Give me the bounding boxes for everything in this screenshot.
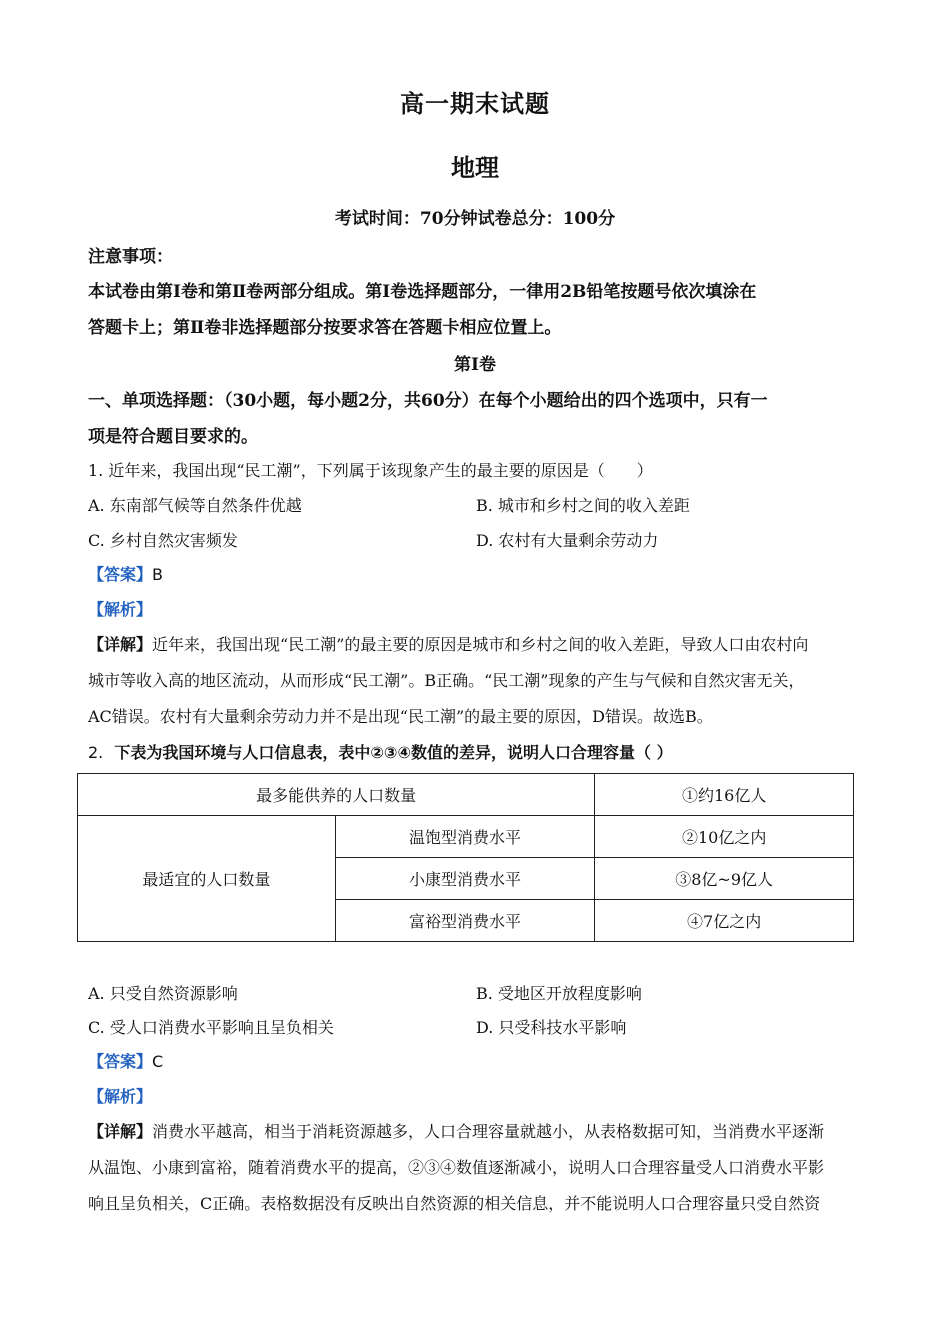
notice-heading: 注意事项： (88, 247, 173, 267)
exam-info: 考试时间：70分钟试卷总分：100分 (334, 209, 616, 229)
q2-option-d: D. 只受科技水平影响 (476, 1018, 627, 1037)
detail-text: 消费水平越高，相当于消耗资源越多，人口合理容量就越小，从表格数据可知，当消费水平逐渐 (152, 1122, 825, 1141)
analysis-tag: 【解析】 (88, 1087, 153, 1106)
section-line-2: 项是符合题目要求的。 (88, 427, 258, 447)
q1-stem: 1. 近年来，我国出现“民工潮”，下列属于该现象产生的最主要的原因是（ ） (88, 461, 653, 480)
notice-line-1: 本试卷由第Ⅰ卷和第Ⅱ卷两部分组成。第Ⅰ卷选择题部分，一律用2B铅笔按题号依次填涂在 (88, 282, 757, 302)
q1-option-b: B. 城市和乡村之间的收入差距 (476, 496, 690, 515)
q2-detail-line-2: 从温饱、小康到富裕，随着消费水平的提高，②③④数值逐渐减小，说明人口合理容量受人口消费水平影 (88, 1158, 825, 1177)
table-row (78, 774, 854, 816)
q2-option-b: B. 受地区开放程度影响 (476, 984, 642, 1003)
q2-option-a: A. 只受自然资源影响 (88, 984, 238, 1003)
table-cell-level: 温饱型消费水平 (335, 816, 595, 858)
table-cell-level: 富裕型消费水平 (335, 900, 595, 942)
q1-option-c: C. 乡村自然灾害频发 (88, 531, 238, 550)
q2-analysis (88, 1084, 152, 1107)
q2-stem-line (88, 740, 673, 763)
table-row (78, 816, 854, 858)
notice-line-2: 答题卡上；第Ⅱ卷非选择题部分按要求答在答题卡相应位置上。 (88, 318, 562, 338)
q1-option-d: D. 农村有大量剩余劳动力 (476, 531, 659, 550)
q2-detail-line-1 (88, 1119, 824, 1142)
answer-tag: 【答案】 (88, 565, 153, 584)
volume-title: 第Ⅰ卷 (454, 355, 496, 375)
q1-answer (88, 562, 163, 585)
exam-title: 高一期末试题 (400, 89, 550, 118)
q2-stem: 下表为我国环境与人口信息表，表中②③④数值的差异，说明人口合理容量（ ） (114, 743, 673, 762)
subject-title: 地理 (451, 153, 499, 182)
q1-analysis (88, 597, 152, 620)
section-line-1: 一、单项选择题：（30小题，每小题2分，共60分）在每个小题给出的四个选项中，只有一 (88, 391, 768, 411)
population-table (77, 773, 854, 942)
q2-answer (88, 1049, 163, 1072)
table-cell-label: 最多能供养的人口数量 (78, 774, 595, 816)
table-cell-value: ③8亿~9亿人 (595, 858, 854, 900)
detail-tag: 【详解】 (88, 635, 153, 654)
q1-detail-line-1 (88, 632, 808, 655)
analysis-tag: 【解析】 (88, 600, 153, 619)
q2-option-c: C. 受人口消费水平影响且呈负相关 (88, 1018, 334, 1037)
q2-detail-line-3: 响且呈负相关，C正确。表格数据没有反映出自然资源的相关信息，并不能说明人口合理容量只受自然资 (88, 1194, 821, 1213)
answer-tag: 【答案】 (88, 1052, 153, 1071)
answer-value: B (152, 565, 163, 584)
q1-detail-line-2: 城市等收入高的地区流动，从而形成“民工潮”。B正确。“民工潮”现象的产生与气候和自然灾害无关， (88, 671, 805, 690)
q1-detail-line-3: AC错误。农村有大量剩余劳动力并不是出现“民工潮”的最主要的原因，D错误。故选B。 (88, 707, 713, 726)
detail-text: 近年来，我国出现“民工潮”的最主要的原因是城市和乡村之间的收入差距，导致人口由农村向 (152, 635, 809, 654)
answer-value: C (152, 1052, 164, 1071)
table-cell-level: 小康型消费水平 (335, 858, 595, 900)
table-cell-value: ④7亿之内 (595, 900, 854, 942)
q2-number: 2. (88, 743, 104, 762)
table-cell-value: ①约16亿人 (595, 774, 854, 816)
detail-tag: 【详解】 (88, 1122, 153, 1141)
table-cell-group-label: 最适宜的人口数量 (78, 816, 336, 942)
q1-option-a: A. 东南部气候等自然条件优越 (88, 496, 302, 515)
table-cell-value: ②10亿之内 (595, 816, 854, 858)
